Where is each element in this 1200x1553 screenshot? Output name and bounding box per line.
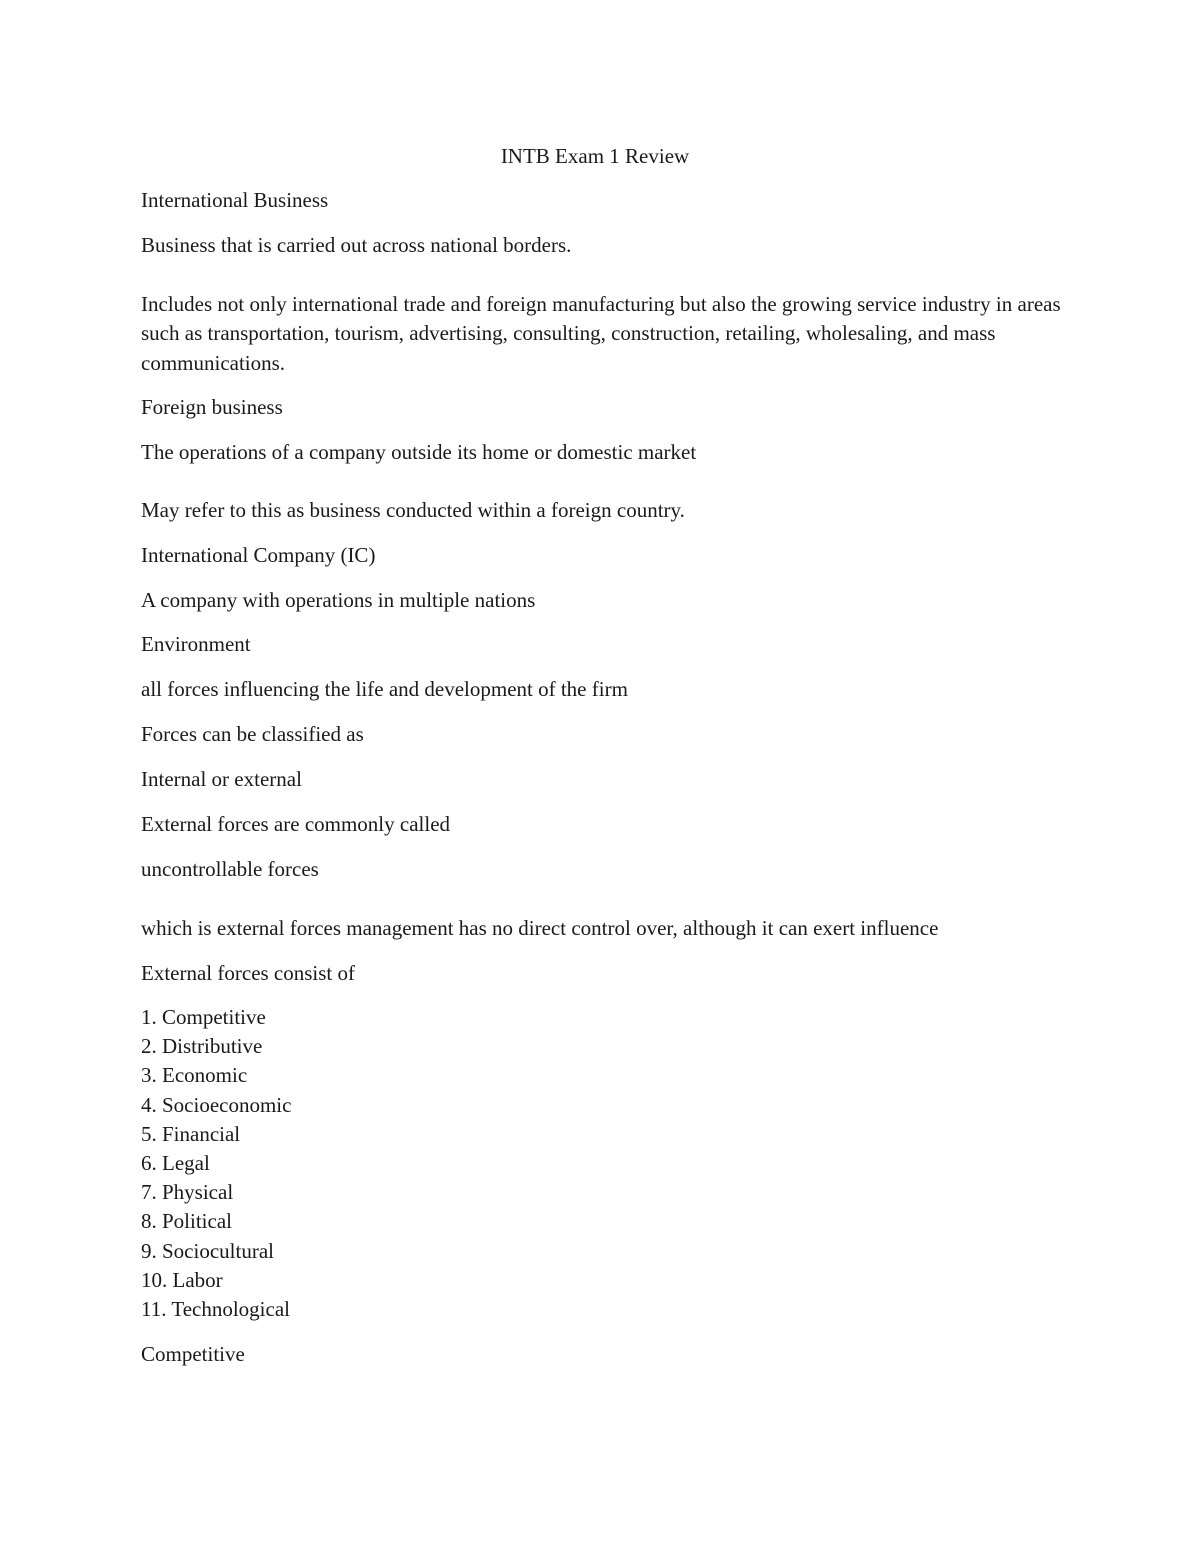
uncontrollable-forces-definition: which is external forces management has no direct control over, although it can exert influence xyxy=(141,916,939,940)
list-item: 8. Political xyxy=(141,1209,232,1234)
heading-foreign-business: Foreign business xyxy=(141,395,283,419)
definition-environment: all forces influencing the life and development of the firm xyxy=(141,677,628,701)
list-item: 1. Competitive xyxy=(141,1005,266,1029)
list-item: 4. Socioeconomic xyxy=(141,1092,292,1117)
list-item: 5. Financial xyxy=(141,1121,241,1146)
list-item: 2. Distributive xyxy=(141,1034,263,1059)
list-item: 10. Labor xyxy=(141,1267,223,1292)
list-item: 9. Sociocultural xyxy=(141,1238,274,1263)
definition-international-company: A company with operations in multiple nations xyxy=(141,588,536,612)
external-forces-list-heading: External forces consist of xyxy=(141,961,356,985)
definition-foreign-business: The operations of a company outside its home or domestic market xyxy=(141,440,697,464)
external-forces-list xyxy=(141,1003,291,1324)
external-forces-answer: uncontrollable forces xyxy=(141,857,319,881)
forces-classification-prompt: Forces can be classified as xyxy=(141,722,364,746)
note-foreign-business: May refer to this as business conducted within a foreign country. xyxy=(141,498,685,522)
list-item: 3. Economic xyxy=(141,1063,248,1088)
forces-classification-answer: Internal or external xyxy=(141,767,302,791)
heading-competitive: Competitive xyxy=(141,1342,245,1366)
paragraph-international-business-scope: Includes not only international trade and foreign manufacturing but also the growing service industry in areas such as transportation, tourism, advertising, consulting, construction, retailing, wholesaling, and mass communications. xyxy=(141,292,1061,375)
list-item: 11. Technological xyxy=(141,1297,290,1322)
definition-international-business: Business that is carried out across national borders. xyxy=(141,233,572,257)
external-forces-prompt: External forces are commonly called xyxy=(141,812,451,836)
heading-environment: Environment xyxy=(141,632,251,656)
heading-international-business: International Business xyxy=(141,188,329,212)
heading-international-company: International Company (IC) xyxy=(141,543,376,567)
document-title: INTB Exam 1 Review xyxy=(500,144,690,168)
list-item: 6. Legal xyxy=(141,1151,210,1176)
list-item: 7. Physical xyxy=(141,1180,234,1205)
